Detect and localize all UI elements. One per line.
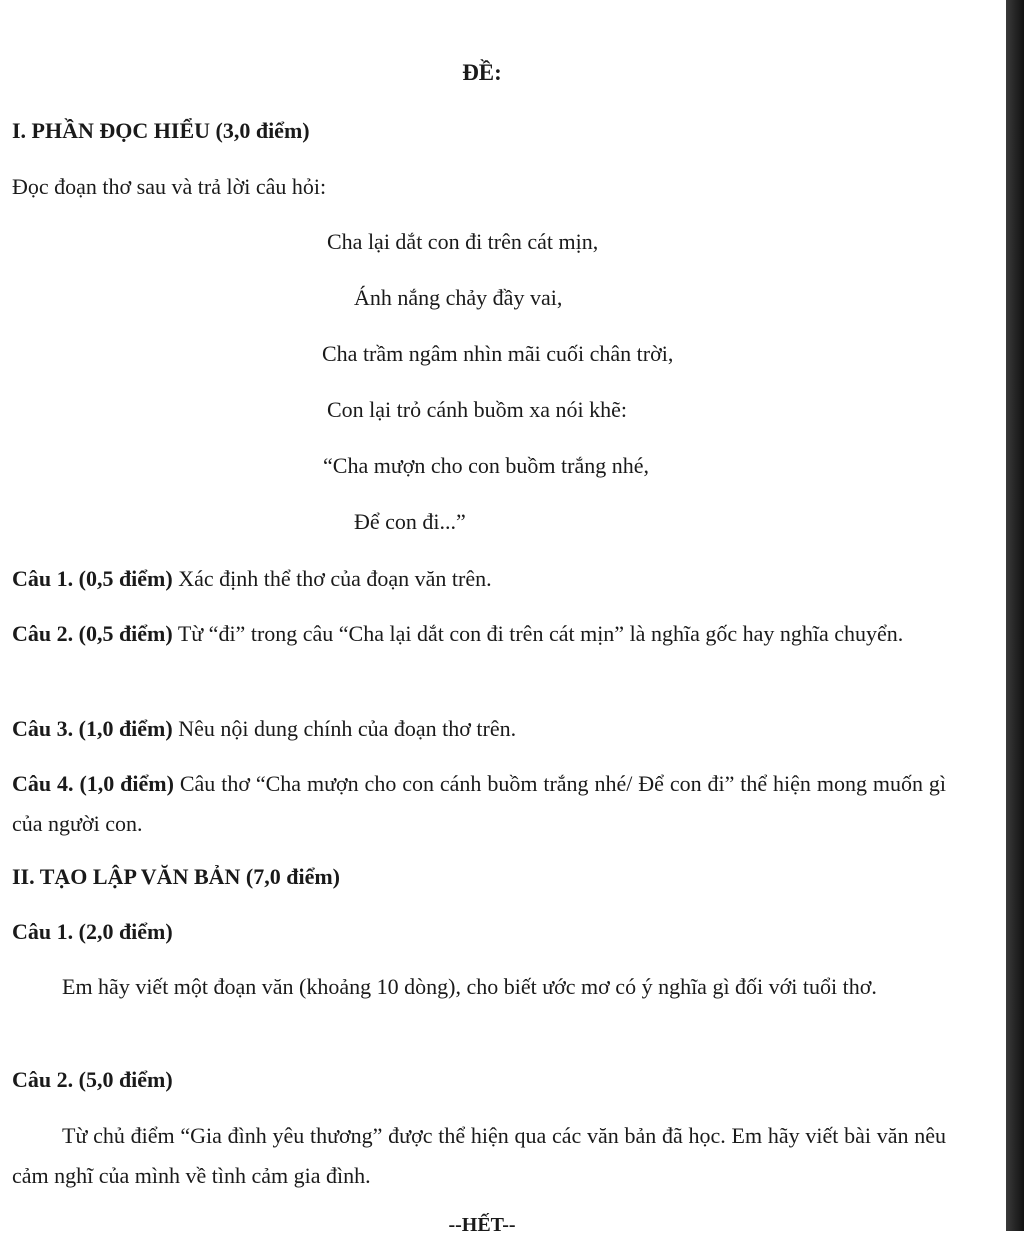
question-text: Nêu nội dung chính của đoạn thơ trên. <box>172 716 517 741</box>
question-label: Câu 3. (1,0 điểm) <box>12 716 173 741</box>
poem-line-4: Con lại trỏ cánh buồm xa nói khẽ: <box>327 397 627 422</box>
poem-line-5: “Cha mượn cho con buồm trắng nhé, <box>323 453 649 478</box>
question-1-4 <box>12 764 946 844</box>
question-text: Xác định thể thơ của đoạn văn trên. <box>172 566 492 591</box>
question-text: Câu thơ “Cha mượn cho con cánh buồm trắng nhé/ Để con đi” thể hiện mong muốn gì của người con. <box>12 771 946 836</box>
question-label: Câu 2. (0,5 điểm) <box>12 621 173 646</box>
screen-edge <box>1006 0 1024 1231</box>
question-2-1-text: Em hãy viết một đoạn văn (khoảng 10 dòng), cho biết ước mơ có ý nghĩa gì đối với tuổi thơ. <box>62 974 877 999</box>
poem-line-3: Cha trầm ngâm nhìn mãi cuối chân trời, <box>322 341 674 366</box>
question-label: Câu 1. (0,5 điểm) <box>12 566 173 591</box>
exam-title: ĐỀ: <box>462 60 502 85</box>
reading-instruction: Đọc đoạn thơ sau và trả lời câu hỏi: <box>12 174 327 199</box>
end-marker: --HẾT-- <box>448 1214 516 1236</box>
section-2-heading: II. TẠO LẬP VĂN BẢN (7,0 điểm) <box>12 864 340 889</box>
poem-line-6: Để con đi...” <box>354 509 466 534</box>
question-text: Từ “đi” trong câu “Cha lại dắt con đi trên cát mịn” là nghĩa gốc hay nghĩa chuyển. <box>172 621 904 646</box>
poem-line-2: Ánh nắng chảy đầy vai, <box>354 285 563 310</box>
section-1-heading: I. PHẦN ĐỌC HIỂU (3,0 điểm) <box>12 118 310 143</box>
question-1-3 <box>12 709 946 749</box>
question-2-2-text: Từ chủ điểm “Gia đình yêu thương” được thể hiện qua các văn bản đã học. Em hãy viết bài văn nêu cảm nghĩ của mình về tình cảm gia đình. <box>12 1123 946 1188</box>
question-2-2-label: Câu 2. (5,0 điểm) <box>12 1067 173 1092</box>
question-1-2 <box>12 614 946 654</box>
poem-line-1: Cha lại dắt con đi trên cát mịn, <box>327 229 599 254</box>
question-2-1-label: Câu 1. (2,0 điểm) <box>12 919 173 944</box>
question-label: Câu 4. (1,0 điểm) <box>12 771 174 796</box>
question-1-1 <box>12 559 946 599</box>
